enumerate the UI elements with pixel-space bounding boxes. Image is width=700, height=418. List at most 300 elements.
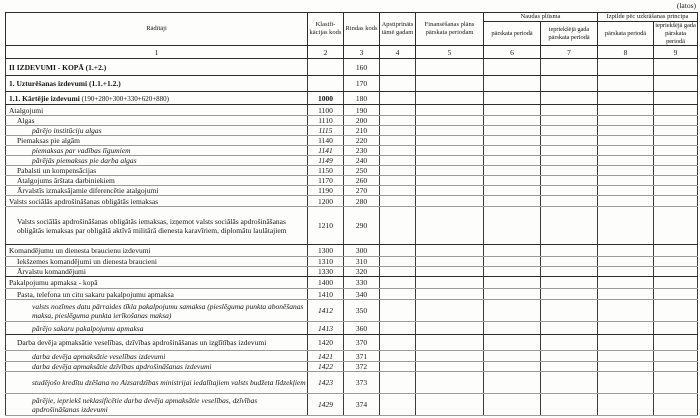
value-cell — [416, 146, 484, 156]
classification-code-cell: 1000 — [308, 92, 344, 105]
indicator-label: II IZDEVUMI - KOPĀ (1.+2.) — [9, 62, 107, 72]
table-row — [6, 186, 698, 196]
classification-code-cell: 1421 — [308, 351, 344, 362]
value-cell — [416, 335, 484, 351]
table-row — [6, 146, 698, 156]
value-cell — [380, 59, 416, 76]
value-cell — [654, 105, 698, 116]
indicator-cell — [6, 267, 308, 277]
classification-code-cell — [308, 76, 344, 92]
value-cell — [654, 300, 698, 322]
value-cell — [416, 196, 484, 207]
indicator-label: Ārvalstīs izmaksājamie diferencētie atalgojumi — [17, 186, 159, 196]
column-number: 6 — [484, 46, 541, 59]
value-cell — [654, 126, 698, 136]
value-cell — [416, 267, 484, 277]
value-cell — [484, 126, 541, 136]
value-cell — [416, 289, 484, 300]
value-cell — [416, 277, 484, 289]
classification-code-cell: 1115 — [308, 126, 344, 136]
value-cell — [654, 146, 698, 156]
table-row — [6, 166, 698, 176]
table-row — [6, 289, 698, 300]
line-code-cell: 290 — [344, 207, 380, 245]
indicator-cell — [6, 257, 308, 267]
table-row — [6, 76, 698, 92]
line-code-cell: 170 — [344, 76, 380, 92]
value-cell — [484, 277, 541, 289]
classification-code-cell: 1300 — [308, 245, 344, 257]
value-cell — [416, 362, 484, 372]
value-cell — [484, 59, 541, 76]
indicator-label: Valsts sociālās apdrošināšanas obligātās iemaksas, izņemot valsts sociālās apdrošināšanas obligātās iemaksas par obligātā aktīvā militārā dienesta karavīriem, diplomātu laulātajiem — [17, 216, 287, 235]
value-cell — [541, 126, 598, 136]
indicator-cell — [6, 176, 308, 186]
value-cell — [541, 351, 598, 362]
header-classification-code: Klasifi-kācijas kods — [308, 13, 344, 46]
value-cell — [484, 105, 541, 116]
value-cell — [598, 372, 654, 394]
value-cell — [484, 176, 541, 186]
indicator-cell — [6, 59, 308, 76]
indicator-label: Iekšzemes komandējumi un dienesta braucieni — [17, 257, 157, 267]
value-cell — [484, 300, 541, 322]
table-row — [6, 126, 698, 136]
table-row — [6, 136, 698, 146]
classification-code-cell — [308, 59, 344, 76]
indicator-label: darba devēja apmaksātie veselības izdevumi — [32, 351, 166, 361]
line-code-cell: 370 — [344, 335, 380, 351]
value-cell — [484, 186, 541, 196]
budget-expenditure-table — [5, 12, 698, 416]
value-cell — [416, 105, 484, 116]
value-cell — [484, 351, 541, 362]
header-accrual-reporting-period: pārskata periodā — [598, 22, 654, 46]
indicator-label: pārējo institūciju algas — [32, 126, 102, 136]
value-cell — [416, 166, 484, 176]
table-row — [6, 277, 698, 289]
value-cell — [380, 394, 416, 416]
value-cell — [380, 105, 416, 116]
indicator-label: pārējās piemaksas pie darba algas — [32, 156, 137, 166]
value-cell — [654, 335, 698, 351]
unit-label: (latos) — [676, 1, 696, 10]
value-cell — [541, 76, 598, 92]
value-cell — [380, 277, 416, 289]
column-number: 1 — [6, 46, 308, 59]
column-number: 9 — [654, 46, 698, 59]
indicator-cell — [6, 92, 308, 105]
classification-code-cell: 1170 — [308, 176, 344, 186]
value-cell — [654, 186, 698, 196]
value-cell — [541, 277, 598, 289]
indicator-cell — [6, 156, 308, 166]
indicator-label: Komandējumu un dienesta braucienu izdevumi — [9, 246, 151, 256]
value-cell — [541, 372, 598, 394]
value-cell — [416, 76, 484, 92]
value-cell — [654, 351, 698, 362]
value-cell — [598, 196, 654, 207]
header-accrual-group: Izpilde pēc uzkrāšanas principa — [598, 13, 698, 22]
value-cell — [598, 207, 654, 245]
table-row — [6, 176, 698, 186]
value-cell — [416, 126, 484, 136]
classification-code-cell: 1310 — [308, 257, 344, 267]
line-code-cell: 300 — [344, 245, 380, 257]
value-cell — [380, 186, 416, 196]
value-cell — [380, 126, 416, 136]
value-cell — [484, 207, 541, 245]
value-cell — [380, 362, 416, 372]
value-cell — [380, 146, 416, 156]
line-code-cell: 220 — [344, 136, 380, 146]
value-cell — [654, 372, 698, 394]
value-cell — [484, 289, 541, 300]
value-cell — [654, 196, 698, 207]
column-number: 3 — [344, 46, 380, 59]
value-cell — [598, 136, 654, 146]
value-cell — [380, 176, 416, 186]
value-cell — [654, 245, 698, 257]
indicator-label: studējošo kredītu dzēšana no Aizsardzības ministrijai iedalītajiem valsts budžeta līdzekļiem — [32, 378, 306, 388]
header-row-code: Rindas kods — [344, 13, 380, 46]
value-cell — [541, 207, 598, 245]
value-cell — [484, 394, 541, 416]
value-cell — [484, 362, 541, 372]
table-row — [6, 267, 698, 277]
indicator-label: Darba devēja apmaksātie veselības, dzīvības apdrošināšanas un izglītības izdevumi — [17, 338, 267, 348]
value-cell — [598, 92, 654, 105]
indicator-cell — [6, 186, 308, 196]
value-cell — [380, 136, 416, 146]
value-cell — [654, 289, 698, 300]
indicator-cell — [6, 245, 308, 257]
value-cell — [416, 245, 484, 257]
indicator-cell — [6, 300, 308, 322]
value-cell — [380, 92, 416, 105]
table-row — [6, 372, 698, 394]
table-row — [6, 394, 698, 416]
indicator-cell — [6, 166, 308, 176]
value-cell — [416, 116, 484, 126]
header-indicators: Rādītāji — [6, 13, 308, 46]
indicator-cell — [6, 126, 308, 136]
line-code-cell: 250 — [344, 166, 380, 176]
classification-code-cell: 1150 — [308, 166, 344, 176]
classification-code-cell: 1413 — [308, 322, 344, 335]
value-cell — [416, 257, 484, 267]
value-cell — [654, 59, 698, 76]
value-cell — [416, 156, 484, 166]
indicator-label: pārējo sakaru pakalpojumu apmaksa — [32, 323, 144, 333]
indicator-cell — [6, 146, 308, 156]
value-cell — [598, 394, 654, 416]
classification-code-cell: 1423 — [308, 372, 344, 394]
header-cash-flow-group: Naudas plūsma — [484, 13, 598, 22]
table-row — [6, 196, 698, 207]
value-cell — [598, 289, 654, 300]
value-cell — [416, 300, 484, 322]
value-cell — [484, 146, 541, 156]
indicator-label: Algas — [17, 116, 35, 126]
table-row — [6, 156, 698, 166]
value-cell — [380, 372, 416, 394]
table-row — [6, 335, 698, 351]
value-cell — [598, 76, 654, 92]
value-cell — [484, 166, 541, 176]
line-code-cell: 190 — [344, 105, 380, 116]
indicator-label-suffix: (190+280+300+330+620+880) — [79, 94, 169, 103]
table-row — [6, 300, 698, 322]
line-code-cell: 372 — [344, 362, 380, 372]
value-cell — [541, 176, 598, 186]
indicator-cell — [6, 289, 308, 300]
value-cell — [541, 166, 598, 176]
value-cell — [541, 105, 598, 116]
value-cell — [541, 267, 598, 277]
value-cell — [380, 166, 416, 176]
value-cell — [416, 92, 484, 105]
header-cashflow-reporting-period: pārskata periodā — [484, 22, 541, 46]
classification-code-cell: 1420 — [308, 335, 344, 351]
value-cell — [598, 257, 654, 267]
line-code-cell: 330 — [344, 277, 380, 289]
classification-code-cell: 1190 — [308, 186, 344, 196]
value-cell — [598, 300, 654, 322]
value-cell — [380, 257, 416, 267]
line-code-cell: 180 — [344, 92, 380, 105]
table-row — [6, 59, 698, 76]
value-cell — [416, 394, 484, 416]
indicator-cell — [6, 196, 308, 207]
indicator-cell — [6, 362, 308, 372]
value-cell — [541, 196, 598, 207]
line-code-cell: 260 — [344, 176, 380, 186]
value-cell — [484, 257, 541, 267]
line-code-cell: 350 — [344, 300, 380, 322]
indicator-cell — [6, 207, 308, 245]
line-code-cell: 280 — [344, 196, 380, 207]
value-cell — [654, 394, 698, 416]
indicator-label: Piemaksas pie algām — [17, 136, 80, 146]
table-row — [6, 257, 698, 267]
line-code-cell: 340 — [344, 289, 380, 300]
value-cell — [416, 176, 484, 186]
value-cell — [380, 156, 416, 166]
line-code-cell: 270 — [344, 186, 380, 196]
value-cell — [654, 76, 698, 92]
line-code-cell: 210 — [344, 126, 380, 136]
header-financing-plan: Finansēšanas plāns pārskata periodam — [416, 13, 484, 46]
value-cell — [380, 322, 416, 335]
indicator-label: darba devēja apmaksātie dzīvības apdrošināšanas izdevumi — [32, 362, 212, 372]
value-cell — [380, 245, 416, 257]
value-cell — [380, 116, 416, 126]
value-cell — [380, 300, 416, 322]
header-column-numbers — [6, 46, 698, 59]
indicator-label: Pakalpojumu apmaksa - kopā — [9, 278, 98, 288]
line-code-cell: 310 — [344, 257, 380, 267]
value-cell — [541, 92, 598, 105]
value-cell — [484, 136, 541, 146]
value-cell — [416, 59, 484, 76]
value-cell — [654, 257, 698, 267]
value-cell — [598, 146, 654, 156]
value-cell — [654, 362, 698, 372]
value-cell — [598, 362, 654, 372]
classification-code-cell: 1412 — [308, 300, 344, 322]
classification-code-cell: 1141 — [308, 146, 344, 156]
value-cell — [598, 166, 654, 176]
value-cell — [654, 207, 698, 245]
value-cell — [541, 245, 598, 257]
column-number: 7 — [541, 46, 598, 59]
value-cell — [541, 257, 598, 267]
value-cell — [380, 207, 416, 245]
indicator-cell — [6, 335, 308, 351]
value-cell — [598, 186, 654, 196]
table-row — [6, 245, 698, 257]
table-row — [6, 362, 698, 372]
value-cell — [598, 351, 654, 362]
indicator-label: pārējie, iepriekš neklasificētie darba devēja apmaksātie veselības, dzīvības apdrošināšanas izdevumi — [32, 395, 258, 414]
value-cell — [541, 186, 598, 196]
classification-code-cell: 1422 — [308, 362, 344, 372]
indicator-label: piemaksas par vadības līgumiem — [32, 146, 131, 156]
line-code-cell: 320 — [344, 267, 380, 277]
indicator-cell — [6, 351, 308, 362]
value-cell — [654, 277, 698, 289]
value-cell — [598, 126, 654, 136]
value-cell — [598, 116, 654, 126]
value-cell — [484, 322, 541, 335]
column-number: 2 — [308, 46, 344, 59]
indicator-label: Atalgojums ārštata darbiniekiem — [17, 176, 115, 186]
indicator-label: Valsts sociālās apdrošināšanas obligātās iemaksas — [9, 196, 159, 206]
classification-code-cell: 1110 — [308, 116, 344, 126]
value-cell — [380, 335, 416, 351]
indicator-label: Ārvalstu komandējumi — [17, 267, 86, 277]
line-code-cell: 373 — [344, 372, 380, 394]
value-cell — [598, 267, 654, 277]
line-code-cell: 360 — [344, 322, 380, 335]
value-cell — [654, 166, 698, 176]
value-cell — [654, 136, 698, 146]
value-cell — [484, 116, 541, 126]
value-cell — [541, 116, 598, 126]
indicator-cell — [6, 322, 308, 335]
value-cell — [416, 372, 484, 394]
value-cell — [541, 362, 598, 372]
value-cell — [654, 116, 698, 126]
value-cell — [541, 136, 598, 146]
line-code-cell: 371 — [344, 351, 380, 362]
value-cell — [541, 156, 598, 166]
column-number: 4 — [380, 46, 416, 59]
value-cell — [380, 289, 416, 300]
value-cell — [484, 92, 541, 105]
value-cell — [598, 277, 654, 289]
column-number: 8 — [598, 46, 654, 59]
indicator-cell — [6, 105, 308, 116]
indicator-cell — [6, 76, 308, 92]
indicator-label: Atalgojumi — [9, 105, 44, 115]
classification-code-cell: 1400 — [308, 277, 344, 289]
line-code-cell: 160 — [344, 59, 380, 76]
value-cell — [541, 289, 598, 300]
value-cell — [380, 267, 416, 277]
indicator-cell — [6, 116, 308, 126]
value-cell — [654, 176, 698, 186]
value-cell — [380, 76, 416, 92]
value-cell — [598, 322, 654, 335]
classification-code-cell: 1330 — [308, 267, 344, 277]
indicator-label: Pabalsti un kompensācijas — [17, 166, 97, 176]
value-cell — [541, 394, 598, 416]
value-cell — [484, 335, 541, 351]
classification-code-cell: 1429 — [308, 394, 344, 416]
indicator-label: valsts nozīmes datu pārraides tīkla pakalpojumu samaksa (pieslēguma punkta abonēšanas maksa, pieslēguma punkta ierīkošanas maksa) — [32, 301, 304, 320]
line-code-cell: 374 — [344, 394, 380, 416]
indicator-label: Pasta, telefona un citu sakaru pakalpojumu apmaksa — [17, 289, 174, 299]
value-cell — [484, 267, 541, 277]
value-cell — [598, 59, 654, 76]
value-cell — [654, 92, 698, 105]
indicator-label: 1.1. Kārtējie izdevumi — [9, 93, 80, 103]
indicator-cell — [6, 277, 308, 289]
value-cell — [484, 372, 541, 394]
value-cell — [598, 335, 654, 351]
line-code-cell: 200 — [344, 116, 380, 126]
value-cell — [380, 351, 416, 362]
indicator-label: 1. Uzturēšanas izdevumi (1.1.+1.2.) — [9, 79, 121, 89]
classification-code-cell: 1140 — [308, 136, 344, 146]
value-cell — [416, 351, 484, 362]
value-cell — [484, 196, 541, 207]
value-cell — [484, 76, 541, 92]
column-number: 5 — [416, 46, 484, 59]
table-body — [6, 59, 698, 416]
header-approved-estimate: Apstiprināts tāmē gadam — [380, 13, 416, 46]
header-accrual-previous-period: iepriekšējā gada pārskata periodā — [655, 22, 696, 45]
line-code-cell: 230 — [344, 146, 380, 156]
header-row-groups — [6, 13, 698, 22]
table-row — [6, 207, 698, 245]
line-code-cell: 240 — [344, 156, 380, 166]
value-cell — [541, 300, 598, 322]
value-cell — [598, 176, 654, 186]
value-cell — [416, 322, 484, 335]
value-cell — [416, 186, 484, 196]
value-cell — [416, 207, 484, 245]
value-cell — [541, 335, 598, 351]
value-cell — [484, 245, 541, 257]
value-cell — [598, 156, 654, 166]
value-cell — [380, 196, 416, 207]
value-cell — [484, 156, 541, 166]
classification-code-cell: 1210 — [308, 207, 344, 245]
indicator-cell — [6, 136, 308, 146]
value-cell — [416, 136, 484, 146]
table-row — [6, 105, 698, 116]
classification-code-cell: 1100 — [308, 105, 344, 116]
value-cell — [541, 146, 598, 156]
value-cell — [541, 322, 598, 335]
classification-code-cell: 1200 — [308, 196, 344, 207]
indicator-cell — [6, 372, 308, 394]
classification-code-cell: 1410 — [308, 289, 344, 300]
table-row — [6, 322, 698, 335]
